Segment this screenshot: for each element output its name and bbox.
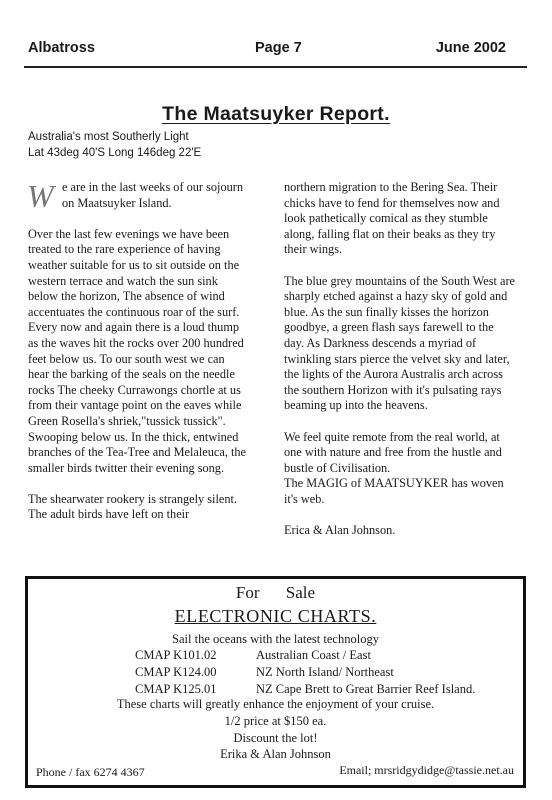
chart-code: CMAP K125.01 xyxy=(135,682,217,696)
page-number: Page 7 xyxy=(255,40,302,56)
paragraph-shearwater: The shearwater rookery is strangely silent. The adult birds have left on their xyxy=(28,491,237,522)
paragraph-mountains: The blue grey mountains of the South West are sharply etched against a hazy sky of gold and blue. As the sun finally kisses the horizon goodbye, a green flash says farewell to the day. As Darkness descends a myriad of twinkling stars pierce the velvet sky and later, the lights of the Aurora Australis arch across the southern Horizon with it's pulsating rays beaming up into the heavens. xyxy=(284,273,516,413)
page-header xyxy=(28,40,508,60)
intro-paragraph xyxy=(27,178,248,214)
ad-price: 1/2 price at $150 ea. xyxy=(224,714,327,728)
header-rule xyxy=(24,66,527,68)
paragraph-remote: We feel quite remote from the real world, at one with nature and free from the hustle and bustle of Civilisation. xyxy=(284,429,502,475)
article-column-left xyxy=(28,180,248,539)
chart-code: CMAP K124.00 xyxy=(135,665,217,679)
chart-description: Australian Coast / East xyxy=(256,648,371,662)
ad-email: Email; mrsridgydidge@tassie.net.au xyxy=(339,763,514,777)
chart-code: CMAP K101.02 xyxy=(135,648,217,662)
ad-phone: Phone / fax 6274 4367 xyxy=(36,765,145,779)
subtitle-line-2: Lat 43deg 40'S Long 146deg 22'E xyxy=(28,147,202,159)
intro-text: e are in the last weeks of our sojourn on Maatsuyker Island. xyxy=(62,180,243,210)
for-sale-advert xyxy=(25,576,526,788)
issue-date: June 2002 xyxy=(435,40,506,56)
article-title: The Maatsuyker Report. xyxy=(162,103,390,125)
ad-enjoyment-line: These charts will greatly enhance the enjoyment of your cruise. xyxy=(116,697,435,711)
paragraph-evening: Over the last few evenings we have been treated to the rare experience of having weather suitable for us to sit outside on the western terrace and watch the sun sink below the horizon, The absence of wind accentuates the continuous roar of the surf. Every now and again there is a loud thump as the waves hit the rocks over 200 hundred feet below us. To our south west we can hear the barking of the seals on the needle rocks The cheeky Currawongs chortle at us from their vantage point on the eaves while Green Rosella's shriek,"tussick tussick". Swooping below us. In the thick, entwined branches of the Tea-Tree and Melaleuca, the smaller birds twitter their evening song. xyxy=(28,226,246,475)
drop-cap: W xyxy=(27,178,54,214)
subtitle-line-1: Australia's most Southerly Light xyxy=(28,131,189,143)
ad-contact-name: Erika & Alan Johnson xyxy=(220,747,331,761)
article-subtitle xyxy=(28,129,201,161)
paragraph-magic: The MAGIG of MAATSUYKER has woven it's web. xyxy=(284,476,504,506)
paragraph-migration: northern migration to the Bering Sea. Their chicks have to fend for themselves now and look pathetically comical as they stumble along, falling flat on their beaks as they try their wings. xyxy=(284,180,500,257)
ad-tagline: Sail the oceans with the latest technology xyxy=(172,632,379,646)
newsletter-name: Albatross xyxy=(28,40,95,56)
article-column-right xyxy=(284,180,516,554)
ad-title: ELECTRONIC CHARTS. xyxy=(174,606,377,626)
chart-description: NZ North Island/ Northeast xyxy=(256,665,394,679)
ad-for-sale: For Sale xyxy=(235,583,316,602)
chart-description: NZ Cape Brett to Great Barrier Reef Island. xyxy=(256,682,476,696)
ad-discount: Discount the lot! xyxy=(233,731,318,745)
article-signature: Erica & Alan Johnson. xyxy=(284,523,396,538)
